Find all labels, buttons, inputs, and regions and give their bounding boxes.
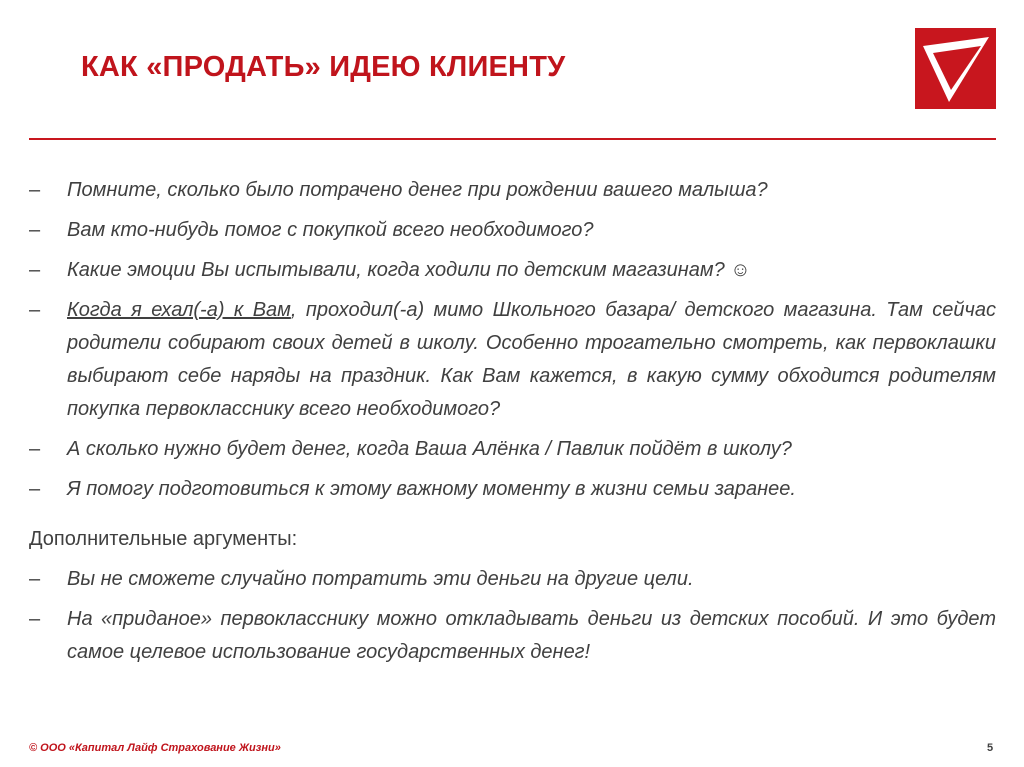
bullet-dash: – (29, 478, 41, 500)
title-divider (29, 138, 996, 140)
red-square-check-logo-icon (915, 28, 996, 109)
extra-bullet-item (29, 563, 996, 596)
bullet-item (29, 174, 996, 207)
bullet-item (29, 294, 996, 426)
slide-body (29, 174, 996, 669)
bullet-dash: – (29, 299, 41, 321)
bullet-underlined-text: Когда я ехал(-а) к Вам (67, 299, 291, 321)
extra-arguments-heading: Дополнительные аргументы: (29, 528, 298, 550)
bullet-dash: – (29, 438, 41, 460)
bullet-dash: – (29, 568, 41, 590)
bullet-dash: – (29, 219, 41, 241)
bullet-text: Вы не сможете случайно потратить эти деньги на другие цели. (67, 568, 694, 590)
bullet-item (29, 254, 996, 287)
bullet-text: Помните, сколько было потрачено денег при рождении вашего малыша? (67, 179, 768, 201)
bullet-item (29, 433, 996, 466)
bullet-text: А сколько нужно будет денег, когда Ваша Алёнка / Павлик пойдёт в школу? (67, 438, 792, 460)
footer-copyright: © ООО «Капитал Лайф Страхование Жизни» (29, 742, 281, 754)
bullet-dash: – (29, 179, 41, 201)
bullet-item (29, 214, 996, 247)
bullet-dash: – (29, 259, 41, 281)
bullet-dash: – (29, 608, 41, 630)
bullet-text: , проходил(-а) мимо Школьного базара/ детского магазина. Там сейчас родители собирают своих детей в школу. Особенно трогательно смотреть, как первоклашки выбирают себе наряды на праздник. Как Вам кажется, в какую сумму обходится родителям покупка первокласснику всего необходимого? (67, 299, 996, 420)
bullet-text: На «приданое» первокласснику можно откладывать деньги из детских пособий. И это будет самое целевое использование государственных денег! (67, 608, 996, 663)
bullet-text: Какие эмоции Вы испытывали, когда ходили по детским магазинам? ☺ (67, 259, 751, 281)
slide-title: КАК «ПРОДАТЬ» ИДЕЮ КЛИЕНТУ (81, 51, 566, 83)
page-number: 5 (987, 742, 994, 754)
bullet-item (29, 473, 996, 506)
extra-bullet-item (29, 603, 996, 669)
bullet-text: Вам кто-нибудь помог с покупкой всего необходимого? (67, 219, 594, 241)
bullet-text: Я помогу подготовиться к этому важному моменту в жизни семьи заранее. (67, 478, 796, 500)
